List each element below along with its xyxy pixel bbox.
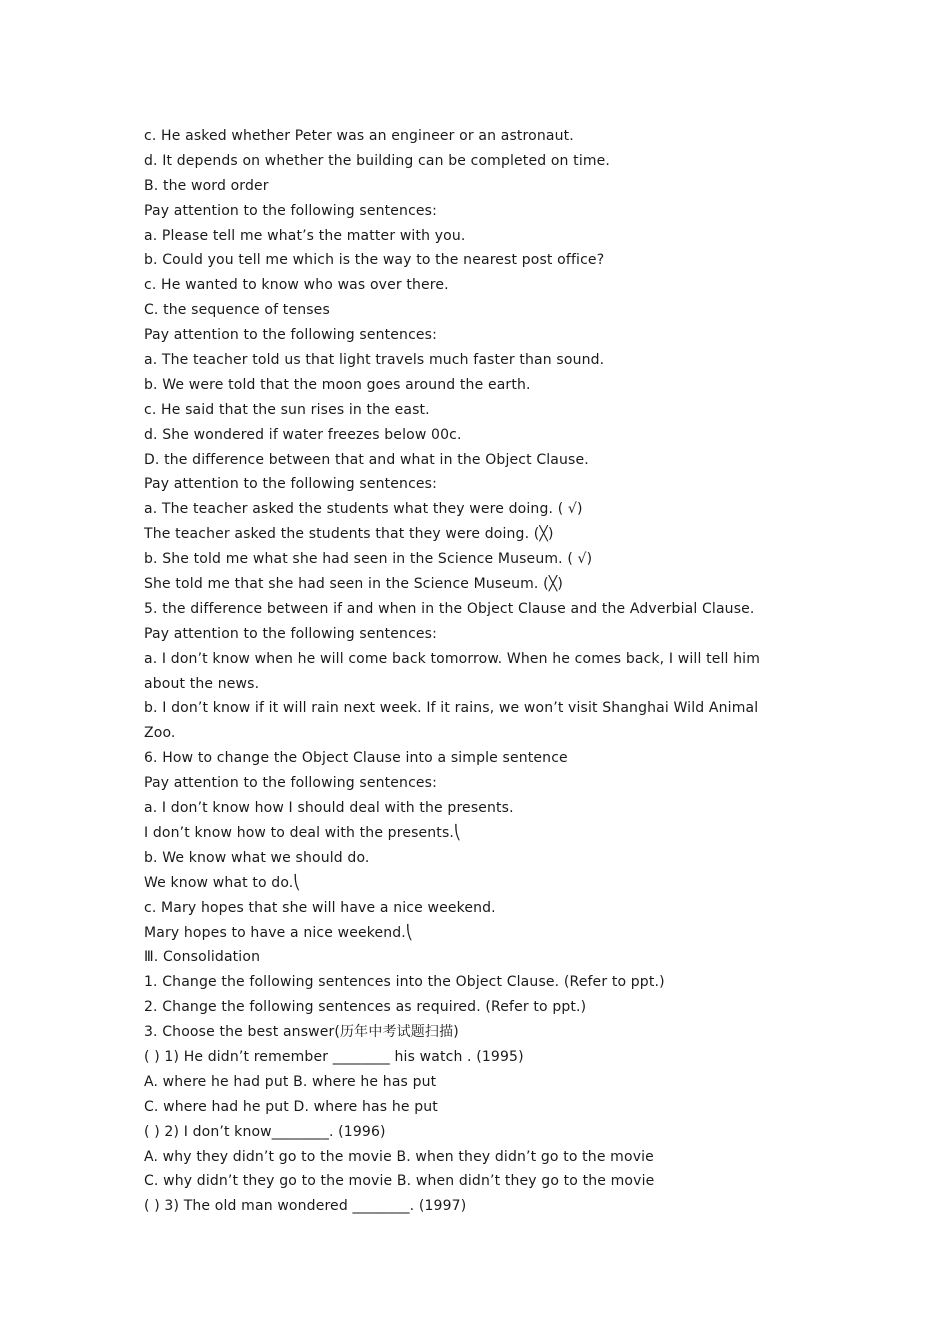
section-heading: 5. the difference between if and when in the Object Clause and the Adverbial Clause.	[144, 600, 755, 617]
text-line: about the news.	[144, 675, 260, 692]
text-line: Pay attention to the following sentences:	[144, 775, 437, 792]
text-line: c. He asked whether Peter was an engineer or an astronaut.	[144, 128, 574, 144]
text-line: She told me that she had seen in the Science Museum. (╳)	[144, 576, 563, 593]
question-line: ( ) 3) The old man wondered ________. (1997)	[144, 1198, 467, 1215]
text-line: c. He wanted to know who was over there.	[144, 277, 449, 294]
text-line: a. Please tell me what’s the matter with you.	[144, 227, 466, 244]
text-line: 1. Change the following sentences into the Object Clause. (Refer to ppt.)	[144, 974, 665, 991]
answer-options: A. why they didn’t go to the movie B. when they didn’t go to the movie	[144, 1148, 654, 1165]
text-line: Pay attention to the following sentences:	[144, 202, 437, 219]
text-line: b. We know what we should do.	[144, 849, 370, 866]
text-line: Pay attention to the following sentences:	[144, 327, 437, 344]
text-line: d. It depends on whether the building can be completed on time.	[144, 152, 611, 169]
text-line: c. He said that the sun rises in the east.	[144, 401, 430, 418]
text-line: The teacher asked the students that they were doing. (╳)	[144, 526, 554, 543]
text-line: b. Could you tell me which is the way to the nearest post office?	[144, 252, 605, 269]
document-page	[144, 124, 814, 1219]
section-heading: B. the word order	[144, 177, 269, 194]
text-line: a. The teacher told us that light travels much faster than sound.	[144, 352, 605, 369]
text-line: d. She wondered if water freezes below 00c.	[144, 426, 462, 443]
text-line: Mary hopes to have a nice weekend.⎝	[144, 924, 414, 941]
answer-options: C. why didn’t they go to the movie B. when didn’t they go to the movie	[144, 1173, 655, 1190]
text-line: a. I don’t know when he will come back tomorrow. When he comes back, I will tell him	[144, 650, 761, 667]
text-line: b. I don’t know if it will rain next week. If it rains, we won’t visit Shanghai Wild Animal	[144, 700, 759, 717]
question-line: ( ) 1) He didn’t remember ________ his watch . (1995)	[144, 1048, 524, 1065]
answer-options: A. where he had put B. where he has put	[144, 1073, 437, 1090]
text-line: a. I don’t know how I should deal with the presents.	[144, 800, 514, 817]
text-line: b. We were told that the moon goes around the earth.	[144, 376, 531, 393]
text-line: 2. Change the following sentences as required. (Refer to ppt.)	[144, 999, 587, 1016]
section-heading: D. the difference between that and what in the Object Clause.	[144, 451, 589, 468]
question-line: ( ) 2) I don’t know________. (1996)	[144, 1123, 386, 1140]
text-line: c. Mary hopes that she will have a nice weekend.	[144, 899, 496, 916]
section-heading: 6. How to change the Object Clause into a simple sentence	[144, 750, 568, 767]
text-line: b. She told me what she had seen in the Science Museum. ( √)	[144, 551, 593, 568]
section-heading: Ⅲ. Consolidation	[144, 949, 261, 966]
text-line: Zoo.	[144, 725, 176, 742]
text-line: a. The teacher asked the students what they were doing. ( √)	[144, 501, 583, 518]
text-line: 3. Choose the best answer(历年中考试题扫描)	[144, 1024, 459, 1041]
section-heading: C. the sequence of tenses	[144, 302, 330, 319]
text-line: Pay attention to the following sentences:	[144, 625, 437, 642]
text-line: Pay attention to the following sentences:	[144, 476, 437, 493]
text-line: I don’t know how to deal with the presents.⎝	[144, 824, 462, 841]
text-line: We know what to do.⎝	[144, 874, 301, 891]
answer-options: C. where had he put D. where has he put	[144, 1098, 438, 1115]
